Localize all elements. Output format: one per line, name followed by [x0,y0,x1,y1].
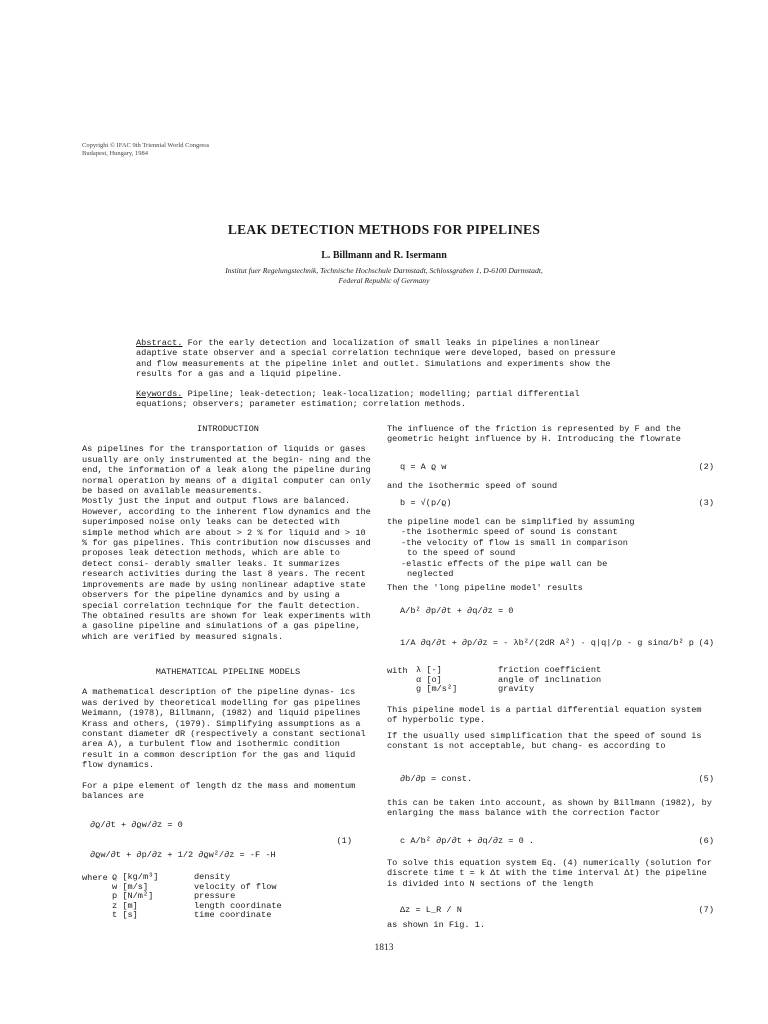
equation-6: c A/b² ∂p/∂t + ∂q/∂z = 0 . [400,836,535,846]
equation-1-momentum-balance: ∂ϱw/∂t + ∂p/∂z + 1/2 ∂ϱw²/∂z = -F -H [90,850,276,860]
equation-4-number: (4) [698,638,714,648]
parameter-symbol: α [o] [416,674,442,685]
models-paragraph-1: A mathematical description of the pipeline dynas- ics was derived by theoretical modelling for gas pipelines Weimann, (1978), Billmann, (1982) and liquid pipelines Krass and others, (1979). Simplifying assumptions as a constant diameter dR (respectively a constant sectional area A), a turbulent flow and isothermic condition result in a common description for the gas and liquid flow dynamics. [82,687,366,771]
symbol: w [m/s] [112,881,149,892]
abstract-label: Abstract. [136,338,183,348]
equation-1-mass-balance: ∂ϱ/∂t + ∂ϱw/∂z = 0 [90,820,183,830]
symbol-description: length coordinate [194,900,282,911]
equation-7-number: (7) [698,905,714,915]
parameter-symbol: λ [-] [416,665,442,675]
assumption-line: -elastic effects of the pipe wall can be [401,558,608,569]
symbol: z [m] [112,900,138,911]
right-paragraph-6: If the usually used simplification that the speed of sound is constant is not acceptable, but chang- es according to [387,731,702,752]
affiliation [0,266,768,286]
with-label: with [387,666,408,676]
assumption-line: -the isothermic speed of sound is constant [401,527,618,538]
right-paragraph-2: and the isothermic speed of sound [387,481,558,491]
equation-1-number: (1) [336,836,352,846]
abstract-text: For the early detection and localization of small leaks in pipelines a nonlinear adaptive state observer and a special correlation technique were developed, based on pressure and flow measurements at the pipeline inlet and outlet. Simulations and experiments show the results for a gas and a liquid pipeline. [136,338,616,380]
keywords [136,389,636,410]
equation-5-number: (5) [698,774,714,784]
paper-title: LEAK DETECTION METHODS FOR PIPELINES [227,222,541,237]
assumption-line: -the velocity of flow is small in comparison [401,537,628,548]
where-label: where [82,873,108,883]
affiliation-line: Federal Republic of Germany [338,276,430,285]
models-paragraph-2: For a pipe element of length dz the mass and momentum balances are [82,780,356,802]
copyright-line: Budapest, Hungary, 1984 [82,150,149,157]
symbol: p [N/m²] [112,891,154,902]
symbol-description: time coordinate [194,910,272,921]
symbol-description: pressure [194,891,236,902]
abstract [136,338,636,380]
keywords-label: Keywords. [136,389,183,399]
equation-6-number: (6) [698,836,714,846]
right-paragraph-7: this can be taken into account, as shown by Billmann (1982), by enlarging the mass balance with the correction factor [387,798,712,819]
parameter-row [416,685,605,695]
right-paragraph-9: as shown in Fig. 1. [387,920,485,930]
equation-7: Δz = L_R / N [400,905,462,915]
intro-section [82,424,374,642]
right-paragraph-5: This pipeline model is a partial differential equation system of hyperbolic type. [387,705,702,726]
parameter-symbol: g [m/s²] [416,684,458,695]
right-paragraph-4: Then the 'long pipeline model' results [387,583,583,593]
equation-3-number: (3) [698,498,714,508]
equation-5: ∂b/∂p = const. [400,774,473,784]
right-paragraph-3 [387,517,717,579]
parameter-description: angle of inclination [498,674,602,685]
parameter-description: friction coefficient [498,665,602,675]
symbol: t [s] [112,910,138,921]
copyright-notice [82,142,209,158]
page-number: 1813 [374,943,394,953]
assumption-intro: the pipeline model can be simplified by assuming [387,517,635,527]
intro-paragraph-1: As pipelines for the transportation of liquids or gases usually are only instrumented at the begin- ning and the end, the information of a leak along the pipeline during normal operation by means of a digital computer can only be based on available measurements. [82,444,371,497]
paper-authors: L. Billmann and R. Isermann [321,250,447,261]
section-heading-introduction: INTRODUCTION [197,424,259,434]
right-paragraph-8: To solve this equation system Eq. (4) numerically (solution for discrete time t = k Δt with the time interval Δt) the pipeline is divided into N sections of the length [387,858,712,889]
affiliation-line: Institut fuer Regelungstechnik, Technische Hochschule Darmstadt, Schlossgraben 1, D-6100 Darmstadt, [225,266,543,275]
equation-2: q = A ϱ w [400,462,447,472]
section-heading-models: MATHEMATICAL PIPELINE MODELS [155,667,301,677]
parameter-table [416,666,605,695]
assumption-line: to the speed of sound [407,548,516,559]
copyright-line: Copyright © IFAC 9th Triennial World Congress [82,142,210,149]
keywords-text: Pipeline; leak-detection; leak-localization; modelling; partial differential equations; observers; parameter estimation; correlation methods. [136,389,580,410]
symbol-table [112,873,286,921]
models-section [82,667,374,801]
symbol-description: density [194,872,231,882]
equation-3: b = √(p/ϱ) [400,498,452,508]
right-paragraph-1: The influence of the friction is represented by F and the geometric height influence by H. Introducing the flowrate [387,424,681,445]
equation-2-number: (2) [698,462,714,472]
equation-4-second: 1/A ∂q/∂t + ∂p/∂z = - λb²/(2dR A²) · q|q|/p - g sinα/b² p [400,638,694,648]
equation-4-first: A/b² ∂p/∂t + ∂q/∂z = 0 [400,606,514,616]
symbol-description: velocity of flow [194,881,277,892]
intro-paragraph-2: Mostly just the input and output flows are balanced. However, according to the inherent flow dynamics and the superimposed noise only leaks can be detected with simple method which are about > 2 % for liquid and > 10 % for gas pipelines. This contribution now discusses and proposes leak detection methods, which are able to detect consi- derably smaller leaks. It summarizes research activities during the last 8 years. The recent improvements are made by using nonlinear adaptive state observers for the pipeline dynamics and by using a special correlation technique for the fault detection. The obtained results are shown for leak experiments with a gasoline pipeline and simulations of a gas pipeline, which are verified by measured signals. [82,496,371,642]
symbol: ϱ [kg/m³] [112,872,159,882]
assumption-line: neglected [407,569,454,580]
parameter-description: gravity [498,684,535,695]
symbol-row [112,911,286,921]
